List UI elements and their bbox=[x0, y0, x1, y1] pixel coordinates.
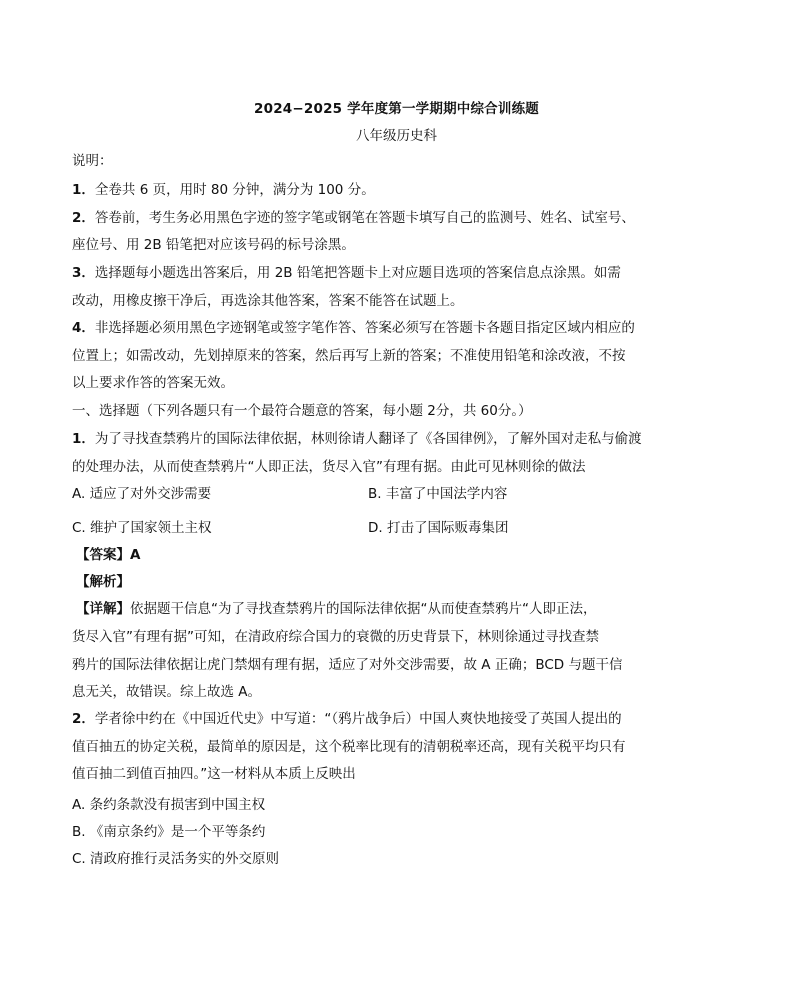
question-1-number: 1． bbox=[72, 431, 95, 447]
question-1-option-b: B. 丰富了中国法学内容 bbox=[368, 486, 508, 502]
note-1-line-1: 1．全卷共 6 页，用时 80 分钟，满分为 100 分。 bbox=[72, 182, 375, 198]
question-1-detail-line-1: 【详解】依据题干信息“为了寻找查禁鸦片的国际法律依据“从而使查禁鸦片“人即正法， bbox=[76, 601, 597, 617]
exam-title: 2024−2025 学年度第一学期期中综合训练题 bbox=[254, 101, 539, 117]
detail-tag: 【详解】 bbox=[76, 601, 130, 617]
note-4-line-1: 4．非选择题必须用黑色字迹钢笔或签字笔作答、答案必须写在答题卡各题目指定区域内相应的 bbox=[72, 320, 635, 336]
question-1-detail-line-4: 息无关，故错误。综上故选 A。 bbox=[72, 684, 262, 700]
question-1-detail-line-2: 货尽入官”有理有据”可知，在清政府综合国力的衰微的历史背景下，林则徐通过寻找查禁 bbox=[72, 629, 599, 645]
note-4-line-2: 位置上；如需改动，先划掉原来的答案，然后再写上新的答案；不准使用铅笔和涂改液，不按 bbox=[72, 348, 626, 364]
question-1-option-d: D. 打击了国际贩毒集团 bbox=[368, 520, 509, 536]
question-1-line-1: 1．为了寻找查禁鸦片的国际法律依据，林则徐请人翻译了《各国律例》，了解外国对走私与偷渡 bbox=[72, 431, 642, 447]
question-1-detail-line-3: 鸦片的国际法律依据让虎门禁烟有理有据，适应了对外交涉需要，故 A 正确；BCD 与题干信 bbox=[72, 657, 623, 673]
question-1-option-a: A. 适应了对外交涉需要 bbox=[72, 486, 212, 502]
question-2-option-b: B. 《南京条约》是一个平等条约 bbox=[72, 824, 266, 840]
question-2-line-3: 值百抽二到值百抽四。”这一材料从本质上反映出 bbox=[72, 766, 356, 782]
note-2-line-1: 2．答卷前，考生务必用黑色字迹的签字笔或钢笔在答题卡填写自己的监测号、姓名、试室号、 bbox=[72, 210, 635, 226]
note-4-number: 4． bbox=[72, 320, 95, 336]
answer-value: A bbox=[130, 547, 141, 563]
exam-subtitle: 八年级历史科 bbox=[356, 128, 437, 144]
question-1-option-c: C. 维护了国家领土主权 bbox=[72, 520, 212, 536]
note-4-line-3: 以上要求作答的答案无效。 bbox=[72, 375, 234, 391]
note-3-line-2: 改动，用橡皮擦干净后，再选涂其他答案，答案不能答在试题上。 bbox=[72, 293, 464, 309]
question-1-line-2: 的处理办法，从而使查禁鸦片“人即正法，货尽入官”有理有据。由此可见林则徐的做法 bbox=[72, 459, 586, 475]
note-heading: 说明： bbox=[72, 153, 113, 169]
note-3-line-1: 3．选择题每小题选出答案后，用 2B 铅笔把答题卡上对应题目选项的答案信息点涂黑。如需 bbox=[72, 265, 621, 281]
question-2-line-1: 2．学者徐中约在《中国近代史》中写道：“（鸦片战争后）中国人爽快地接受了英国人提出的 bbox=[72, 711, 622, 727]
question-2-option-a: A. 条约条款没有损害到中国主权 bbox=[72, 797, 266, 813]
note-3-number: 3． bbox=[72, 265, 95, 281]
question-2-option-c: C. 清政府推行灵活务实的外交原则 bbox=[72, 851, 280, 867]
section-heading: 一、选择题（下列各题只有一个最符合题意的答案，每小题 2分，共 60分。） bbox=[72, 403, 532, 419]
question-1-analysis-tag: 【解析】 bbox=[76, 574, 130, 590]
note-2-line-2: 座位号、用 2B 铅笔把对应该号码的标号涂黑。 bbox=[72, 237, 355, 253]
question-2-line-2: 值百抽五的协定关税，最简单的原因是，这个税率比现有的清朝税率还高，现有关税平均只有 bbox=[72, 739, 626, 755]
question-1-answer bbox=[76, 546, 140, 564]
note-2-number: 2． bbox=[72, 210, 95, 226]
note-1-number: 1． bbox=[72, 182, 95, 198]
question-2-number: 2． bbox=[72, 711, 95, 727]
answer-tag: 【答案】 bbox=[76, 547, 130, 563]
